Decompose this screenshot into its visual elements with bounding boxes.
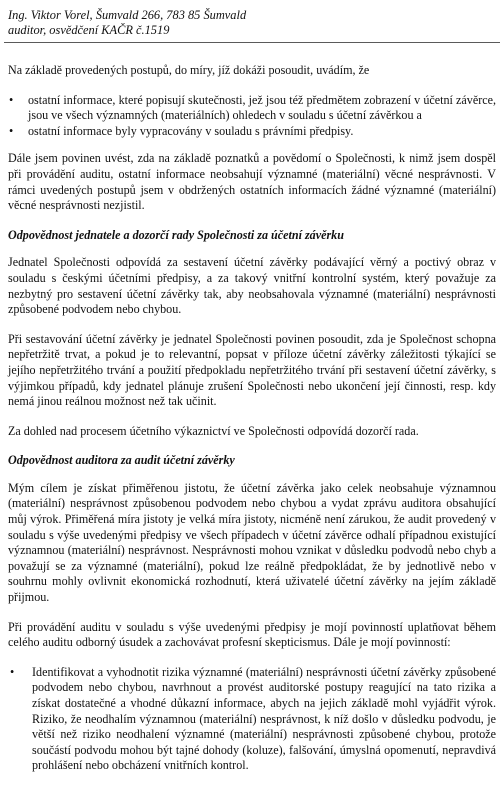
- auditor-duties-list: [8, 665, 496, 774]
- section-heading-management: Odpovědnost jednatele a dozorčí rady Společnosti za účetní závěrku: [8, 227, 344, 242]
- bullet-icon: •: [10, 664, 15, 679]
- list-item: [8, 124, 496, 140]
- list-item: [8, 665, 496, 774]
- section-heading-auditor: Odpovědnost auditora za audit účetní závěrky: [8, 453, 235, 468]
- intro-paragraph: Na základě provedených postupů, do míry, jíž dokáži posoudit, uvádím, že: [8, 63, 370, 77]
- auditor-address: Ing. Viktor Vorel, Šumvald 266, 783 85 Šumvald: [8, 8, 247, 22]
- management-paragraph-3: Za dohled nad procesem účetního výkaznictví ve Společnosti odpovídá dozorčí rada.: [8, 423, 419, 438]
- list-item-text: ostatní informace, které popisují skutečnosti, jež jsou též předmětem zobrazení v účetní závěrce, jsou ve všech významných (materiálních) ohledech v souladu s účetní závěrkou a: [28, 92, 496, 123]
- auditor-certificate: auditor, osvědčení KAČR č.1519: [8, 23, 170, 37]
- bullet-icon: •: [9, 92, 14, 107]
- header-divider: [4, 42, 500, 43]
- auditor-paragraph-2: Při provádění auditu v souladu s výše uvedenými předpisy je mojí povinností uplatňovat během celého auditu odborný úsudek a zachovávat profesní skepticismus. Dále je mojí povinností:: [8, 619, 496, 650]
- auditor-header: [8, 8, 246, 38]
- management-paragraph-1: Jednatel Společnosti odpovídá za sestavení účetní závěrky podávající věrný a poctivý obraz v souladu s českými účetními předpisy, a za takový vnitřní kontrolní systém, který považuje za nezbytný pro sestavení účetní závěrky tak, aby neobsahovala významné (materiální) nesprávnosti způsobené podvodem nebo chybou.: [8, 255, 496, 317]
- list-item-text: Identifikovat a vyhodnotit rizika významné (materiální) nesprávnosti účetní závěrky způsobené podvodem nebo chybou, navrhnout a provést auditorské postupy reagující na tato rizika a získat dostatečné a vhodné důkazní informace, abych na jejich základě mohl vyjádřit výrok. Riziko, že neodhalím významnou (materiální) nesprávnost, k níž došlo v důsledku podvodu, je větší než riziko neodhalení významné (materiální) nesprávnosti způsobené chybou, protože součástí podvodu mohou být tajné dohody (koluze), falšování, úmyslná opomenutí, nepravdivá prohlášení nebo obcházení vnitřních kontrol.: [32, 664, 496, 773]
- management-paragraph-2: Při sestavování účetní závěrky je jednatel Společnosti povinen posoudit, zda je Společnost schopna nepřetržitě trvat, a pokud je to relevantní, popsat v příloze účetní závěrky záležitosti týkající se jejího nepřetržitého trvání a použití předpokladu nepřetržitého trvání při sestavení účetní závěrky, s výjimkou případů, kdy jednatel plánuje zrušení Společnosti nebo ukončení její činnosti, resp. kdy nemá jinou reálnou možnost než tak učinit.: [8, 331, 496, 409]
- further-paragraph: Dále jsem povinen uvést, zda na základě poznatků a povědomí o Společnosti, k nimž jsem dospěl při provádění auditu, ostatní informace neobsahují významné (materiální) věcné nesprávnosti. V rámci uvedených postupů jsem v obdržených ostatních informacích žádné významné (materiální) věcné nesprávnosti nezjistil.: [8, 151, 496, 213]
- list-item: [8, 93, 496, 124]
- auditor-paragraph-1: Mým cílem je získat přiměřenou jistotu, že účetní závěrka jako celek neobsahuje významnou (materiální) nesprávnost způsobenou podvodem nebo chybou a vydat zprávu auditora obsahující můj výrok. Přiměřená míra jistoty je velká míra jistoty, nicméně není zárukou, že audit provedený v souladu s výše uvedenými předpisy ve všech případech v účetní závěrce odhalí případnou existující významnou (materiální) nesprávnost. Nesprávnosti mohou vznikat v důsledku podvodů nebo chyb a považují se za významné (materiální), pokud lze reálně předpokládat, že by jednotlivě nebo v souhrnu mohly ovlivnit ekonomická rozhodnutí, která uživatelé účetní závěrky na jejím základě přijmou.: [8, 480, 496, 605]
- bullet-icon: •: [9, 123, 14, 138]
- other-info-list: [8, 93, 496, 140]
- list-item-text: ostatní informace byly vypracovány v souladu s právními předpisy.: [28, 123, 354, 138]
- document-body: [8, 63, 496, 788]
